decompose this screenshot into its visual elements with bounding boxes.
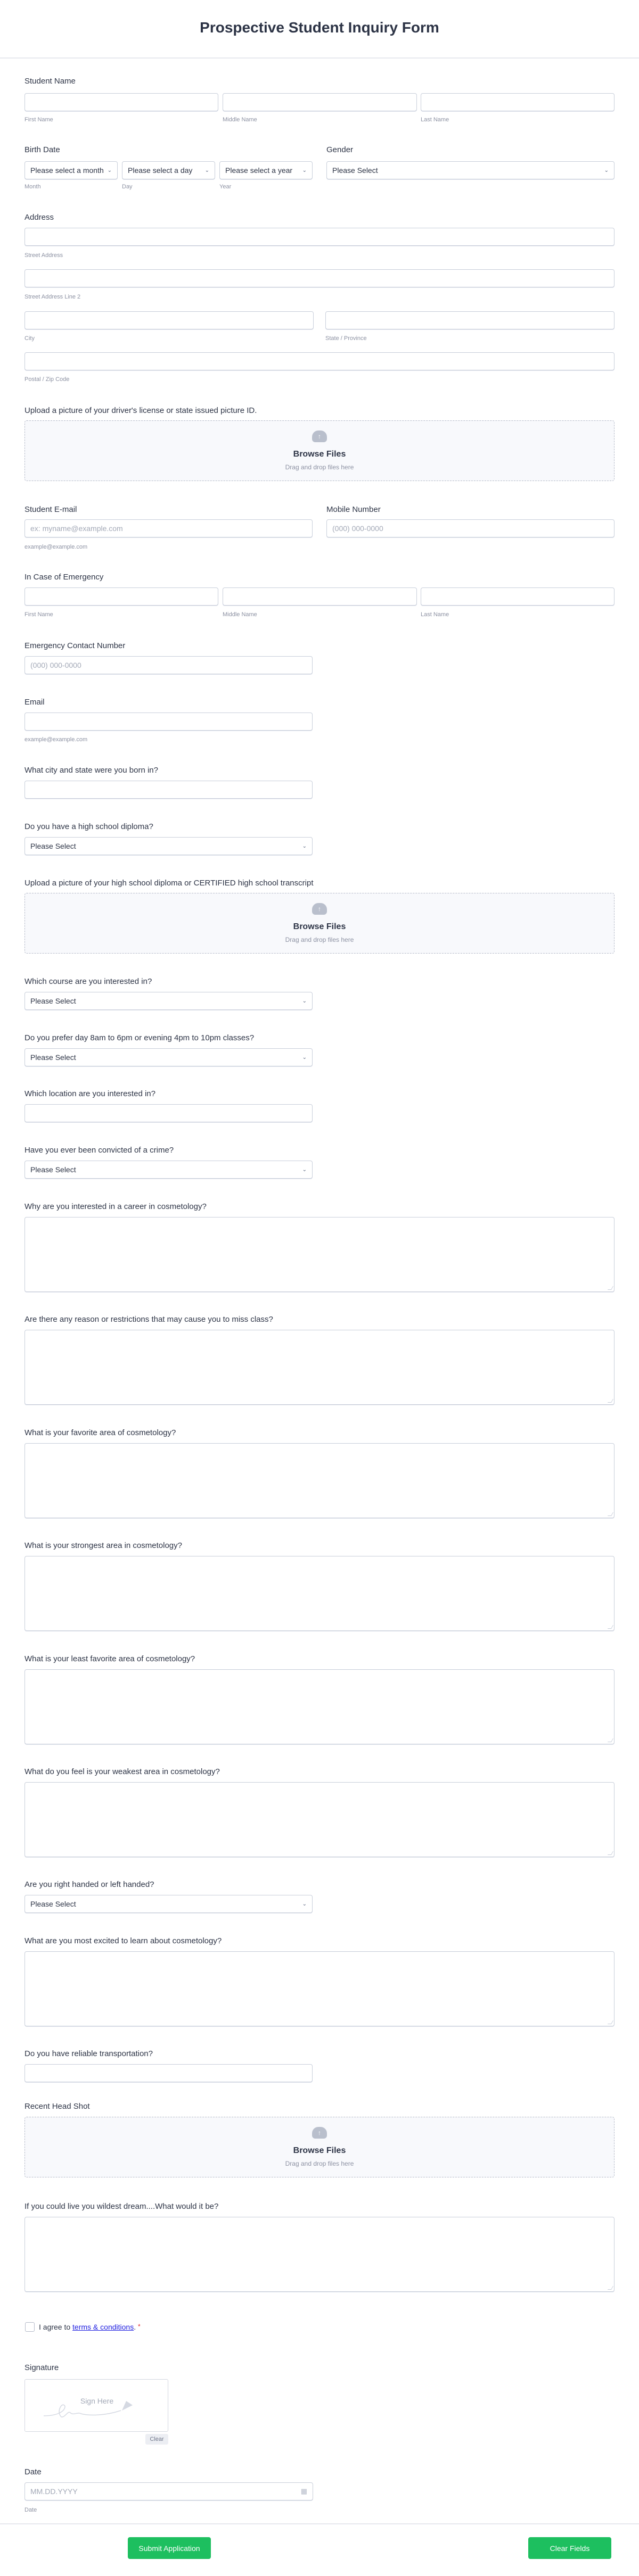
- crime-label: Have you ever been convicted of a crime?: [24, 1146, 174, 1155]
- excited-textarea[interactable]: [24, 1951, 615, 2026]
- handed-value: Please Select: [30, 1900, 76, 1908]
- state-input[interactable]: [325, 311, 615, 329]
- emergency-number-label: Emergency Contact Number: [24, 641, 126, 650]
- mobile-number-label: Mobile Number: [326, 505, 381, 514]
- calendar-icon[interactable]: ▦: [300, 2487, 307, 2495]
- schedule-value: Please Select: [30, 1053, 76, 1062]
- birth-day-select[interactable]: [122, 161, 215, 179]
- year-sublabel: Year: [219, 184, 232, 190]
- month-sublabel: Month: [24, 184, 41, 190]
- drag-drop-hint: Drag and drop files here: [285, 2160, 354, 2167]
- cloud-upload-icon: ↑: [312, 430, 327, 442]
- diploma-label: Do you have a high school diploma?: [24, 822, 153, 831]
- terms-text: [39, 2323, 141, 2331]
- date-input[interactable]: [24, 2482, 313, 2500]
- emergency-label: In Case of Emergency: [24, 573, 104, 582]
- chevron-down-icon: ⌄: [302, 998, 307, 1004]
- state-sublabel: State / Province: [325, 335, 367, 342]
- schedule-select[interactable]: [24, 1048, 313, 1066]
- signature-pad[interactable]: [24, 2379, 168, 2432]
- browse-files-button[interactable]: Browse Files: [293, 450, 346, 459]
- required-asterisk: *: [138, 2323, 141, 2330]
- chevron-down-icon: ⌄: [204, 167, 209, 173]
- signature-label: Signature: [24, 2363, 59, 2372]
- city-sublabel: City: [24, 335, 35, 342]
- chevron-down-icon: ⌄: [302, 1901, 307, 1907]
- date-label: Date: [24, 2467, 42, 2476]
- favorite-textarea[interactable]: [24, 1443, 615, 1518]
- terms-suffix: .: [134, 2323, 136, 2331]
- handed-select[interactable]: [24, 1895, 313, 1913]
- weakest-textarea[interactable]: [24, 1782, 615, 1857]
- student-email-sublabel: example@example.com: [24, 544, 88, 550]
- student-email-input[interactable]: [24, 519, 313, 537]
- mobile-number-input[interactable]: [326, 519, 615, 537]
- student-email-placeholder: ex: myname@example.com: [30, 524, 123, 533]
- crime-select[interactable]: [24, 1161, 313, 1179]
- transport-input[interactable]: [24, 2064, 313, 2082]
- student-middle-name-input[interactable]: [223, 93, 417, 111]
- location-label: Which location are you interested in?: [24, 1089, 155, 1098]
- middle-name-sublabel: Middle Name: [223, 117, 257, 123]
- chevron-down-icon: ⌄: [302, 843, 307, 849]
- cloud-upload-icon: ↑: [312, 903, 327, 915]
- form-title: Prospective Student Inquiry Form: [200, 19, 439, 36]
- schedule-label: Do you prefer day 8am to 6pm or evening 4pm to 10pm classes?: [24, 1033, 255, 1042]
- first-name-sublabel: First Name: [24, 117, 53, 123]
- street-address-sublabel: Street Address: [24, 252, 63, 259]
- header-divider: [0, 57, 639, 59]
- signature-pen-icon: [41, 2396, 148, 2422]
- birth-month-select[interactable]: [24, 161, 118, 179]
- restrictions-textarea[interactable]: [24, 1330, 615, 1405]
- emergency-last-name-input[interactable]: [421, 587, 615, 606]
- birth-day-value: Please select a day: [128, 166, 193, 175]
- last-name-sublabel: Last Name: [421, 117, 449, 123]
- gender-label: Gender: [326, 145, 354, 154]
- day-sublabel: Day: [122, 184, 133, 190]
- strongest-textarea[interactable]: [24, 1556, 615, 1631]
- drag-drop-hint: Drag and drop files here: [285, 936, 354, 943]
- emergency-middle-sublabel: Middle Name: [223, 611, 257, 618]
- excited-label: What are you most excited to learn about cosmetology?: [24, 1936, 222, 1945]
- sign-here-hint: Sign Here: [80, 2397, 114, 2405]
- cloud-upload-icon: ↑: [312, 2127, 327, 2139]
- student-first-name-input[interactable]: [24, 93, 218, 111]
- upload-diploma-label: Upload a picture of your high school diploma or CERTIFIED high school transcript: [24, 879, 314, 888]
- emergency-middle-name-input[interactable]: [223, 587, 417, 606]
- street-address-line2-sublabel: Street Address Line 2: [24, 294, 81, 300]
- least-textarea[interactable]: [24, 1669, 615, 1744]
- street-address-input[interactable]: [24, 228, 615, 246]
- course-select[interactable]: [24, 992, 313, 1010]
- why-textarea[interactable]: [24, 1217, 615, 1292]
- crime-value: Please Select: [30, 1165, 76, 1174]
- birth-month-value: Please select a month: [30, 166, 104, 175]
- born-input[interactable]: [24, 781, 313, 799]
- street-address-line2-input[interactable]: [24, 269, 615, 287]
- restrictions-label: Are there any reason or restrictions that may cause you to miss class?: [24, 1315, 273, 1324]
- date-placeholder: MM.DD.YYYY: [30, 2487, 78, 2496]
- signature-clear-button[interactable]: Clear: [145, 2434, 168, 2445]
- gender-select[interactable]: [326, 161, 615, 179]
- chevron-down-icon: ⌄: [604, 167, 609, 173]
- headshot-label: Recent Head Shot: [24, 2102, 90, 2111]
- upload-diploma-dropzone[interactable]: [24, 893, 615, 954]
- upload-id-label: Upload a picture of your driver's license or state issued picture ID.: [24, 406, 257, 415]
- gender-value: Please Select: [332, 166, 378, 175]
- mobile-number-placeholder: (000) 000-0000: [332, 524, 383, 533]
- footer-divider: [0, 2523, 639, 2524]
- course-label: Which course are you interested in?: [24, 977, 152, 986]
- zip-input[interactable]: [24, 352, 615, 370]
- terms-link[interactable]: terms & conditions: [72, 2323, 134, 2331]
- birth-date-label: Birth Date: [24, 145, 60, 154]
- strongest-label: What is your strongest area in cosmetology?: [24, 1541, 182, 1550]
- transport-label: Do you have reliable transportation?: [24, 2049, 153, 2058]
- address-label: Address: [24, 213, 54, 222]
- why-label: Why are you interested in a career in cosmetology?: [24, 1202, 207, 1211]
- chevron-down-icon: ⌄: [302, 1054, 307, 1061]
- chevron-down-icon: ⌄: [302, 1166, 307, 1173]
- diploma-value: Please Select: [30, 842, 76, 850]
- email-input[interactable]: [24, 713, 313, 731]
- headshot-dropzone[interactable]: [24, 2117, 615, 2177]
- diploma-select[interactable]: [24, 837, 313, 855]
- least-label: What is your least favorite area of cosmetology?: [24, 1654, 195, 1663]
- student-name-label: Student Name: [24, 77, 76, 86]
- terms-prefix: I agree to: [39, 2323, 73, 2331]
- drag-drop-hint: Drag and drop files here: [285, 463, 354, 471]
- chevron-down-icon: ⌄: [302, 167, 307, 173]
- favorite-label: What is your favorite area of cosmetology?: [24, 1428, 176, 1437]
- browse-files-button[interactable]: Browse Files: [293, 922, 346, 931]
- student-email-label: Student E-mail: [24, 505, 77, 514]
- email-sublabel: example@example.com: [24, 736, 88, 743]
- emergency-first-name-input[interactable]: [24, 587, 218, 606]
- browse-files-button[interactable]: Browse Files: [293, 2146, 346, 2155]
- zip-sublabel: Postal / Zip Code: [24, 376, 70, 383]
- submit-application-button[interactable]: Submit Application: [128, 2537, 211, 2559]
- dream-textarea[interactable]: [24, 2217, 615, 2292]
- emergency-first-sublabel: First Name: [24, 611, 53, 618]
- emergency-number-placeholder: (000) 000-0000: [30, 661, 81, 669]
- birth-year-select[interactable]: [219, 161, 313, 179]
- emergency-number-input[interactable]: [24, 656, 313, 674]
- city-input[interactable]: [24, 311, 314, 329]
- terms-checkbox[interactable]: [25, 2322, 35, 2332]
- location-input[interactable]: [24, 1104, 313, 1122]
- chevron-down-icon: ⌄: [107, 167, 112, 173]
- course-value: Please Select: [30, 997, 76, 1005]
- handed-label: Are you right handed or left handed?: [24, 1880, 154, 1889]
- born-label: What city and state were you born in?: [24, 766, 158, 775]
- student-last-name-input[interactable]: [421, 93, 615, 111]
- birth-year-value: Please select a year: [225, 166, 293, 175]
- email-label: Email: [24, 698, 45, 707]
- weakest-label: What do you feel is your weakest area in cosmetology?: [24, 1767, 220, 1776]
- upload-id-dropzone[interactable]: [24, 420, 615, 481]
- dream-label: If you could live you wildest dream....What would it be?: [24, 2202, 219, 2211]
- clear-fields-button[interactable]: Clear Fields: [528, 2537, 611, 2559]
- date-sublabel: Date: [24, 2507, 37, 2513]
- emergency-last-sublabel: Last Name: [421, 611, 449, 618]
